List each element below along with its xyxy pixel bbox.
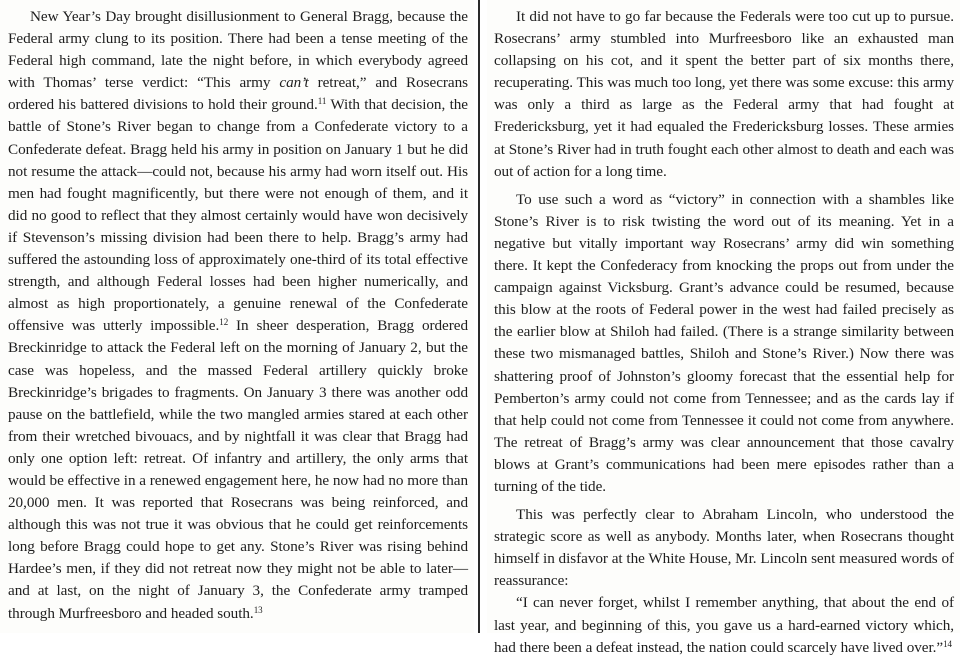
right-page — [487, 0, 960, 656]
footnote-ref-14: 14 — [943, 638, 952, 649]
left-paragraph-1-part-d: In sheer desperation, Bragg ordered Breckinridge to attack the Federal left on the morning of January 2, but the case was hopeless, and the massed Federal artillery quickly broke Breckinridge’s brigades to fragments. On January 3 there was another odd pause on the battlefield, while the two mangled armies stared at each other from their wretched bivouacs, and by nightfall it was clear that Bragg had only one option left: retreat. Of infantry and artillery, the only arms that would be effective in a renewed engagement here, he now had no more than 20,000 men. It was reported that Rosecrans was being reinforced, and although this was not true it was obvious that he could get reinforcements long before Bragg could hope to get any. Stone’s River was rising behind Hardee’s men, if they did not retreat now they might not be able to later—and at last, on the night of January 3, the Confederate army tramped through Murfreesboro and headed south. — [8, 317, 468, 622]
left-paragraph-1-part-a: New Year’s Day brought disillusionment to General Bragg, because the Federal army clung to its position. There had been a tense meeting of the Federal high command, late the night before, in which everybody agreed with Thomas’ terse verdict: “This army — [8, 8, 468, 92]
left-paragraph-1 — [8, 6, 468, 625]
right-paragraph-2: To use such a word as “victory” in connection with a shambles like Stone’s River is to risk twisting the word out of its meaning. Yet in a negative but vitally important way Rosecrans’ army did win something there. It kept the Confederacy from knocking the props out from under the campaign against Vicksburg. Grant’s advance could be resumed, because this blow at the roots of Federal power in the west had failed precisely as the earlier blow at Shiloh had failed. (There is a strange similarity between these two mismanaged battles, Shiloh and Stone’s River.) Now there was shattering proof of Johnston’s gloomy forecast that the essential help for Pemberton’s army could not come from Tennessee; and as the cards lay if that help could not come from Tennessee it could not come from anywhere. The retreat of Bragg’s army was clear announcement that those cavalry blows at Grant’s communications had been mere episodes rather than a turning of the tide. — [494, 190, 954, 495]
right-paragraph-3: This was perfectly clear to Abraham Lincoln, who understood the strategic score as well as anybody. Months later, when Rosecrans thought himself in disfavor at the White House, Mr. Lincoln sent measured words of reassurance: — [494, 506, 954, 590]
left-paragraph-1-part-b: retreat,” and Rosecrans ordered his battered divisions to hold their ground. — [8, 74, 469, 114]
footnote-ref-12: 12 — [219, 317, 229, 328]
footnote-ref-11: 11 — [317, 96, 327, 107]
footnote-ref-13: 13 — [253, 604, 263, 615]
lincoln-quote — [494, 592, 954, 658]
right-paragraph-1: It did not have to go far because the Federals were too cut up to pursue. Rosecrans’ army stumbled into Murfreesboro like an exhausted man collapsing on his cot, and it spent the better part of six months there, recuperating. This was much too long, yet there was some excuse: this army was only a third as large as the Federal army that had fought at Fredericksburg, yet it had equaled the Fredericksburg losses. These armies at Stone’s River had in truth fought each other almost to death and each was out of action for a long time. — [494, 8, 954, 180]
emphasis-cant: can’t — [279, 74, 309, 92]
left-page — [0, 0, 474, 633]
left-paragraph-1-part-c: With that decision, the battle of Stone’s River began to change from a Confederate victory to a Confederate defeat. Bragg held his army in position on January 1 but he did not resume the attack—could not, because his army had worn itself out. His men had fought magnificently, but there were not enough of them, and it did no good to reflect that they almost certainly would have won decisively if Stevenson’s missing division had been there to help. Bragg’s army had suffered the astounding loss of approximately one-third of its total effective strength, and although Federal losses had been higher numerically, and almost as high proportionately, a genuine renewal of the Confederate offensive was utterly impossible. — [8, 96, 468, 335]
lincoln-quote-text: “I can never forget, whilst I remember anything, that about the end of last year, and beginning of this, you gave us a hard-earned victory which, had there been a defeat instead, the nation could scarcely have lived over.” — [494, 594, 954, 656]
page-divider — [478, 0, 480, 633]
